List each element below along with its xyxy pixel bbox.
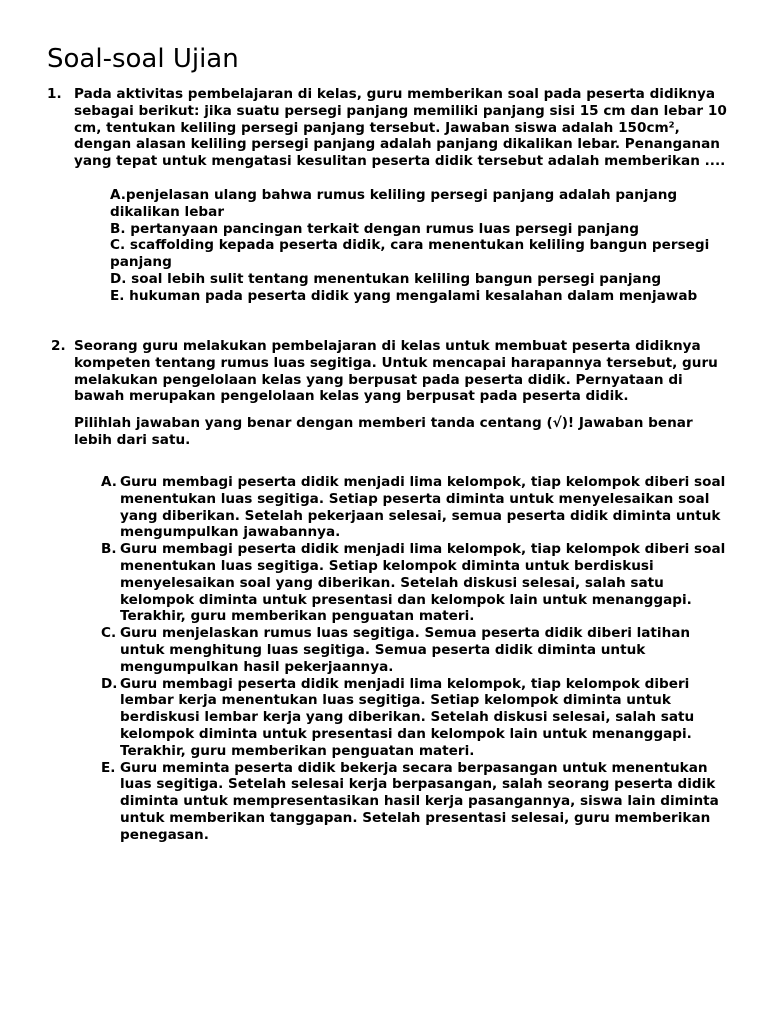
option-c bbox=[101, 625, 731, 675]
question-stem: Seorang guru melakukan pembelajaran di kelas untuk membuat peserta didiknya kompeten tentang rumus luas segitiga. Untuk mencapai harapannya tersebut, guru melakukan pengelolaan kelas yang berpusat pada peserta didik. Pernyataan di bawah merupakan pengelolaan kelas yang berpusat pada peserta didik. bbox=[74, 338, 718, 405]
option-letter: D. bbox=[101, 675, 118, 692]
option-b: B. pertanyaan pancingan terkait dengan rumus luas persegi panjang bbox=[110, 220, 639, 237]
question-instruction: Pilihlah jawaban yang benar dengan memberi tanda centang (√)! Jawaban benar lebih dari satu. bbox=[74, 415, 693, 448]
option-text: Guru membagi peserta didik menjadi lima kelompok, tiap kelompok diberi soal menentukan luas segitiga. Setiap peserta diminta untuk menyelesaikan soal yang diberikan. Setelah pekerjaan selesai, semua peserta didik diminta untuk mengumpulkan jawabannya. bbox=[120, 474, 726, 541]
option-list bbox=[101, 474, 731, 844]
option-text: Guru membagi peserta didik menjadi lima kelompok, tiap kelompok diberi soal menentukan luas segitiga. Setiap kelompok diminta untuk berdiskusi menyelesaikan soal yang diberikan. Setelah diskusi selesai, salah satu kelompok diminta untuk presentasi dan kelompok lain untuk menanggapi. Terakhir, guru memberikan penguatan materi. bbox=[120, 541, 726, 625]
option-a bbox=[101, 474, 731, 541]
option-list bbox=[110, 187, 720, 305]
option-c: C. scaffolding kepada peserta didik, cara menentukan keliling bangun persegi panjang bbox=[110, 237, 710, 271]
option-e: E. hukuman pada peserta didik yang mengalami kesalahan dalam menjawab bbox=[110, 287, 698, 304]
question-stem: Pada aktivitas pembelajaran di kelas, guru memberikan soal pada peserta didiknya sebagai berikut: jika suatu persegi panjang memiliki panjang sisi 15 cm dan lebar 10 cm, tentukan keliling persegi panjang tersebut. Jawaban siswa adalah 150cm², dengan alasan keliling persegi panjang adalah panjang dikalikan lebar. Penanganan yang tepat untuk mengatasi kesulitan peserta didik tersebut adalah memberikan .... bbox=[74, 86, 727, 170]
option-a: A.penjelasan ulang bahwa rumus keliling persegi panjang adalah panjang dikalikan lebar bbox=[110, 187, 678, 220]
option-e bbox=[101, 760, 731, 844]
page-title: Soal-soal Ujian bbox=[47, 44, 239, 74]
question-text bbox=[74, 86, 729, 170]
option-letter: B. bbox=[101, 541, 117, 558]
option-letter: A. bbox=[101, 474, 117, 490]
option-text: Guru meminta peserta didik bekerja secara berpasangan untuk menentukan luas segitiga. Setelah selesai kerja berpasangan, salah seorang peserta didik diminta untuk mempresentasikan hasil kerja pasangannya, siswa lain diminta untuk memberikan tanggapan. Setelah presentasi selesai, guru memberikan penegasan. bbox=[120, 759, 719, 843]
option-b bbox=[101, 541, 731, 625]
question-number: 1. bbox=[47, 86, 62, 102]
question-text bbox=[74, 338, 729, 449]
option-text: Guru membagi peserta didik menjadi lima kelompok, tiap kelompok diberi lembar kerja menentukan luas segitiga. Setiap kelompok diminta untuk berdiskusi lembar kerja yang diberikan. Setelah diskusi selesai, salah satu kelompok diminta untuk presentasi dan kelompok lain untuk menanggapi. Terakhir, guru memberikan penguatan materi. bbox=[120, 675, 695, 759]
option-d: D. soal lebih sulit tentang menentukan keliling bangun persegi panjang bbox=[110, 270, 662, 287]
option-letter: E. bbox=[101, 759, 116, 776]
question-number: 2. bbox=[51, 338, 66, 354]
option-letter: C. bbox=[101, 625, 117, 642]
option-d bbox=[101, 676, 731, 760]
option-text: Guru menjelaskan rumus luas segitiga. Semua peserta didik diberi latihan untuk menghitung luas segitiga. Semua peserta didik diminta untuk mengumpulkan hasil pekerjaannya. bbox=[120, 625, 691, 675]
